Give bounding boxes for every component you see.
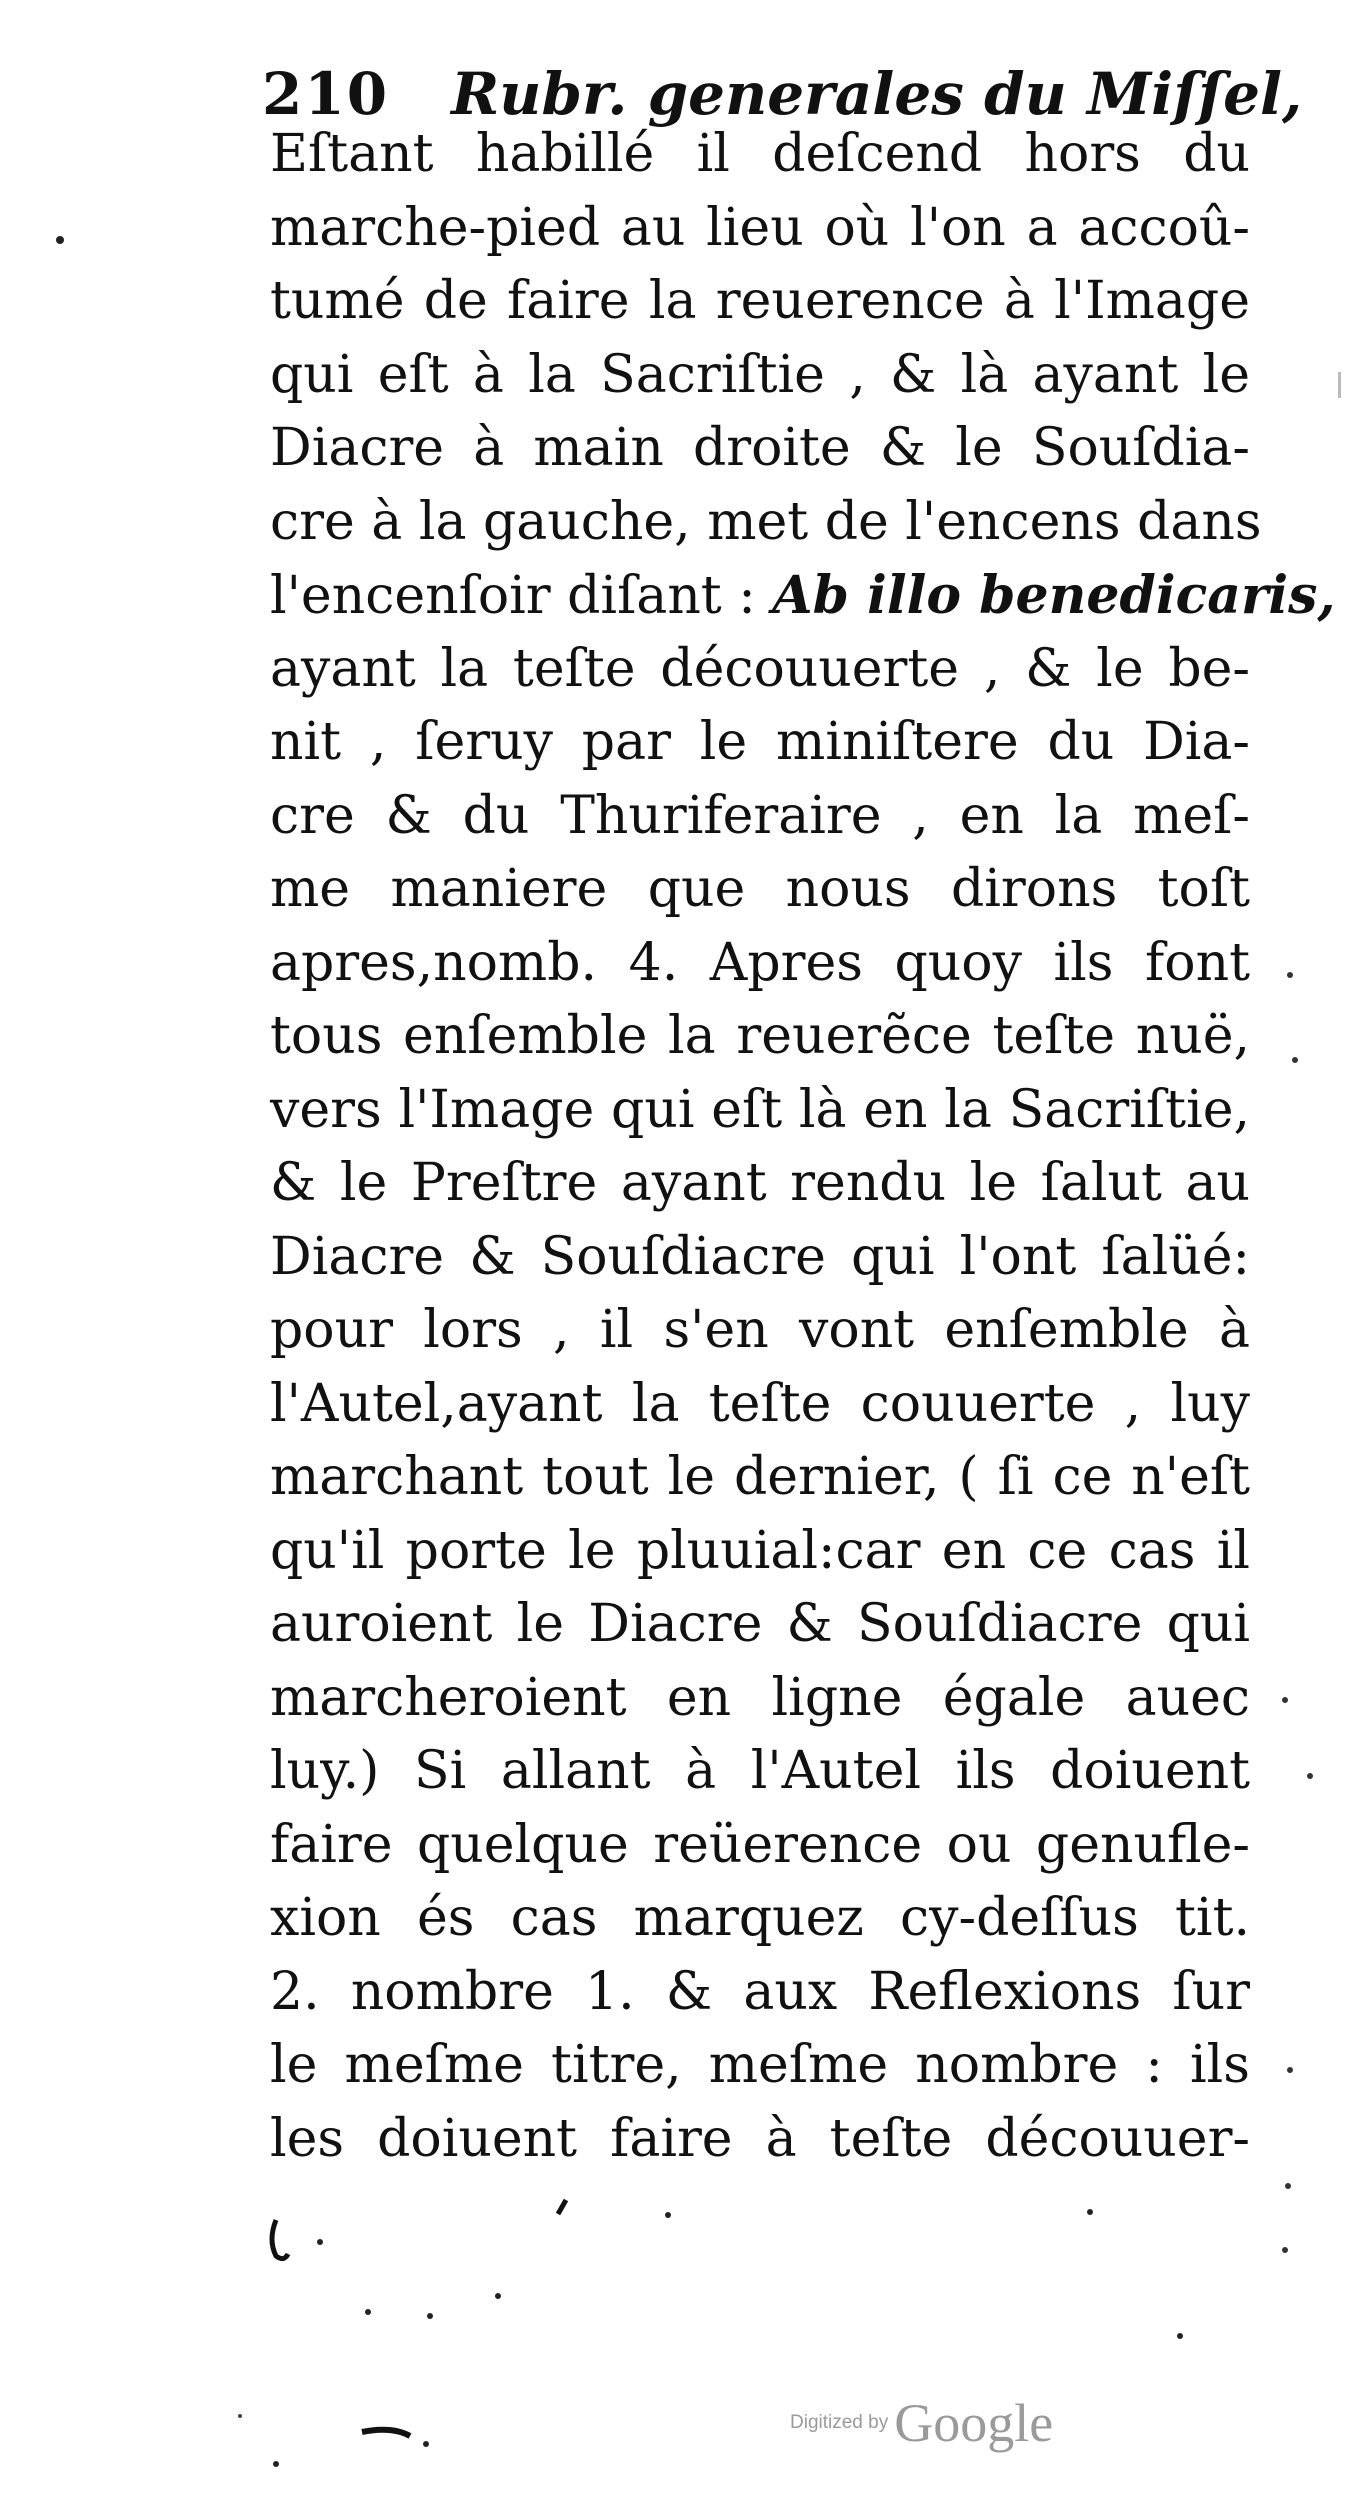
digitized-credit: [790, 2392, 1053, 2454]
ink-speck: [427, 2313, 433, 2319]
ink-mark: [558, 2200, 566, 2214]
ink-speck: [317, 2239, 323, 2245]
ink-speck: [1287, 2067, 1293, 2073]
text-line: marcheroient en ligne égale auec: [270, 1667, 1250, 1728]
text-line: apres,nomb. 4. Apres quoy ils font: [270, 932, 1250, 993]
ink-speck: [495, 2293, 501, 2299]
text-line: Eſtant habillé il deſcend hors du: [270, 124, 1250, 184]
text-line: cre & du Thuriferaire , en la meſ-: [270, 785, 1250, 846]
text-line: luy.) Si allant à l'Autel ils doiuent: [270, 1741, 1250, 1801]
text-line: xion és cas marquez cy-deſſus tit.: [270, 1888, 1250, 1948]
ink-speck: [665, 2212, 671, 2218]
text-line: marche-pied au lieu où l'on a accoû-: [270, 197, 1250, 258]
text-line: qui eſt à la Sacriſtie , & là ayant le: [270, 344, 1250, 405]
text-line: tumé de faire la reuerence à l'Image: [270, 271, 1250, 331]
text-line: me maniere que nous dirons toſt: [270, 859, 1250, 919]
running-head: Rubr. generales du Miſſel,: [451, 60, 1303, 128]
text-line: l'Autel,ayant la teſte couuerte , luy: [270, 1373, 1250, 1434]
ink-speck: [1087, 2209, 1093, 2215]
ink-speck: [1338, 372, 1341, 398]
digitized-by-label: Digitized by: [790, 2412, 889, 2433]
ink-speck: [1307, 1773, 1313, 1779]
text-line: le meſme titre, meſme nombre : ils: [270, 2035, 1250, 2095]
ink-speck: [273, 2461, 279, 2467]
ink-speck: [1282, 2247, 1288, 2253]
text-line: auroient le Diacre & Souſdiacre qui: [270, 1594, 1250, 1654]
ink-speck: [1287, 972, 1293, 978]
text-line: ayant la teſte découuerte , & le be-: [270, 638, 1250, 699]
text-line: Diacre & Souſdiacre qui l'ont ſalüé:: [270, 1226, 1250, 1287]
ink-speck: [423, 2441, 429, 2447]
text-line: les doiuent faire à teſte découuer-: [270, 2108, 1250, 2169]
ink-speck: [1285, 2183, 1291, 2189]
italic-phrase: Ab illo benedicaris,: [772, 565, 1336, 626]
text-line: 2. nombre 1. & aux Reflexions ſur: [270, 1961, 1250, 2022]
ink-speck: [365, 2309, 371, 2315]
text-line: pour lors , il s'en vont enſemble à: [270, 1300, 1250, 1360]
text-line: marchant tout le dernier, ( ſi ce n'eſt: [270, 1447, 1250, 1507]
text-line: tous enſemble la reuerẽce teſte nuë,: [270, 1006, 1250, 1066]
text-line: nit , ſeruy par le miniſtere du Dia-: [270, 712, 1250, 772]
ink-speck: [1292, 1057, 1298, 1063]
text-line: faire quelque reüerence ou genufle-: [270, 1814, 1250, 1875]
ink-mark: [272, 2220, 288, 2259]
text-line: cre à la gauche, met de l'encens dans: [270, 491, 1262, 552]
page-number: 210: [262, 60, 390, 128]
ink-speck: [1177, 2333, 1183, 2339]
text-line: Diacre à main droite & le Souſdia-: [270, 418, 1250, 478]
ink-speck: [238, 2414, 242, 2418]
google-logo: Google: [894, 2393, 1054, 2453]
text-line-start: l'encenſoir diſant :: [270, 566, 756, 626]
text-line: qu'il porte le pluuial:car en ce cas il: [270, 1520, 1250, 1581]
ink-speck: [56, 236, 64, 244]
text-line: & le Preſtre ayant rendu le ſalut au: [270, 1153, 1250, 1213]
text-line: vers l'Image qui eſt là en la Sacriſtie,: [270, 1079, 1250, 1140]
ink-mark: [362, 2430, 410, 2436]
ink-speck: [1282, 1697, 1288, 1703]
